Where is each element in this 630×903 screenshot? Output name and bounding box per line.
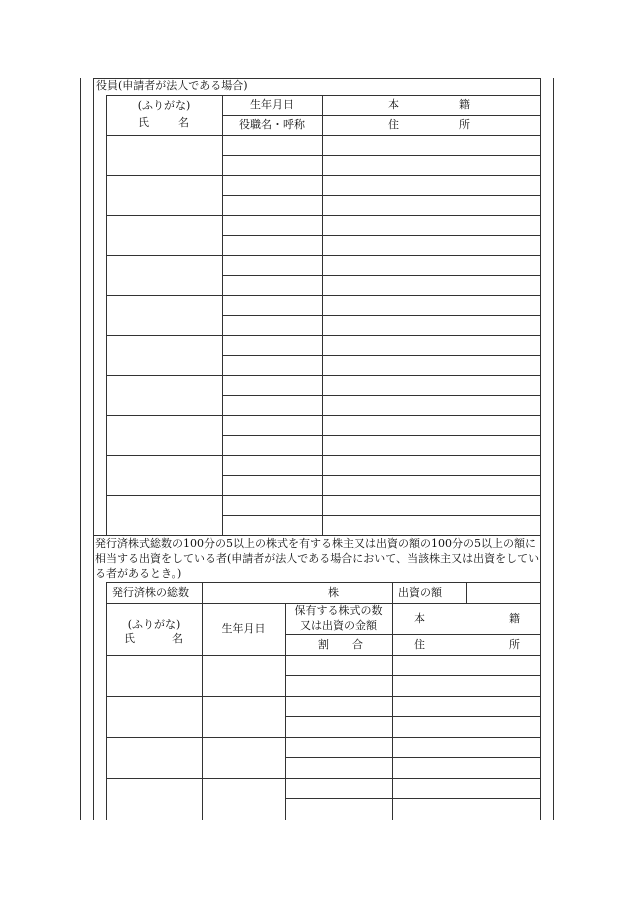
sh-ratio-label-2: 合 [352,638,363,651]
sh-address-label-1: 住 [414,638,425,651]
officer-row-divider [222,315,540,316]
officer-entry-divider [106,215,540,216]
sh-header-bottom [106,655,540,656]
sh-name-label-1: 氏 [124,632,135,645]
sh-entry-divider [106,778,540,779]
officer-row-divider [222,515,540,516]
right-outer-border [553,78,554,820]
sh-address-label-2: 所 [509,638,520,651]
sh-entry-divider [106,737,540,738]
officers-furigana-label: (ふりがな) [137,99,191,112]
sh-domicile-label-1: 本 [414,612,425,625]
sh-held-label-line1: 保有する株式の数 [294,604,383,617]
officers-domicile-label-1: 本 [388,98,399,111]
officers-domicile-label-2: 籍 [459,98,470,111]
sh-capital-label: 出資の額 [398,586,442,599]
sh-birth-label: 生年月日 [221,622,266,635]
officer-row-divider [222,395,540,396]
officers-name-label-2: 名 [178,116,189,129]
left-inner-border [93,78,94,820]
sh-held-label-line2: 又は出資の金額 [300,619,377,632]
sh-total-divider-2 [392,582,393,603]
officers-header-bottom [106,135,540,136]
shareholders-section-text: 発行済株式総数の100分の5以上の株式を有する株主又は出資の額の100分の5以上の額に相当する出資をしている者(申請者が法人である場合において、当該株主又は出資をしている者があるとき。) [95,537,540,580]
left-outer-border [80,78,81,820]
sh-col-divider-3 [392,603,393,820]
officer-row-divider [222,195,540,196]
sh-header-mid [285,634,540,635]
officer-row-divider [222,355,540,356]
officers-table-left-border [106,95,107,535]
officers-header-top [106,95,540,96]
sh-row-total-top [106,582,540,583]
officer-entry-divider [106,375,540,376]
officer-row-divider [222,475,540,476]
sh-furigana-label: (ふりがな) [127,618,181,631]
sh-entry-divider [106,696,540,697]
sh-row-divider [285,798,540,799]
officer-entry-divider [106,415,540,416]
sh-domicile-label-2: 籍 [509,612,520,625]
officers-name-label-1: 氏 [138,116,149,129]
officers-address-label-1: 住 [388,118,399,131]
officers-address-label-2: 所 [459,118,470,131]
officer-entry-divider [106,455,540,456]
sh-total-divider-1 [202,582,203,603]
officer-row-divider [222,155,540,156]
sh-total-shares-label: 発行済株の総数 [112,586,189,599]
sh-row-divider [285,675,540,676]
officer-row-divider [222,435,540,436]
officers-header-mid [222,115,540,116]
officers-birth-label: 生年月日 [250,98,294,111]
officer-entry-divider [106,495,540,496]
officer-entry-divider [106,335,540,336]
sh-row-divider [285,757,540,758]
officer-row-divider [222,235,540,236]
sh-name-label-2: 名 [172,632,183,645]
right-inner-border [540,78,541,820]
officer-entry-divider [106,255,540,256]
officers-section-title: 役員(申請者が法人である場合) [96,79,248,92]
officers-position-label: 役職名・呼称 [239,118,305,131]
sh-ratio-label-1: 割 [318,638,329,651]
officer-entry-divider [106,175,540,176]
sh-total-divider-3 [466,582,467,603]
sh-row-divider [285,716,540,717]
officer-row-divider [222,275,540,276]
officer-entry-divider [106,295,540,296]
sh-col-divider-2 [285,603,286,820]
sh-shares-unit: 株 [328,586,339,599]
